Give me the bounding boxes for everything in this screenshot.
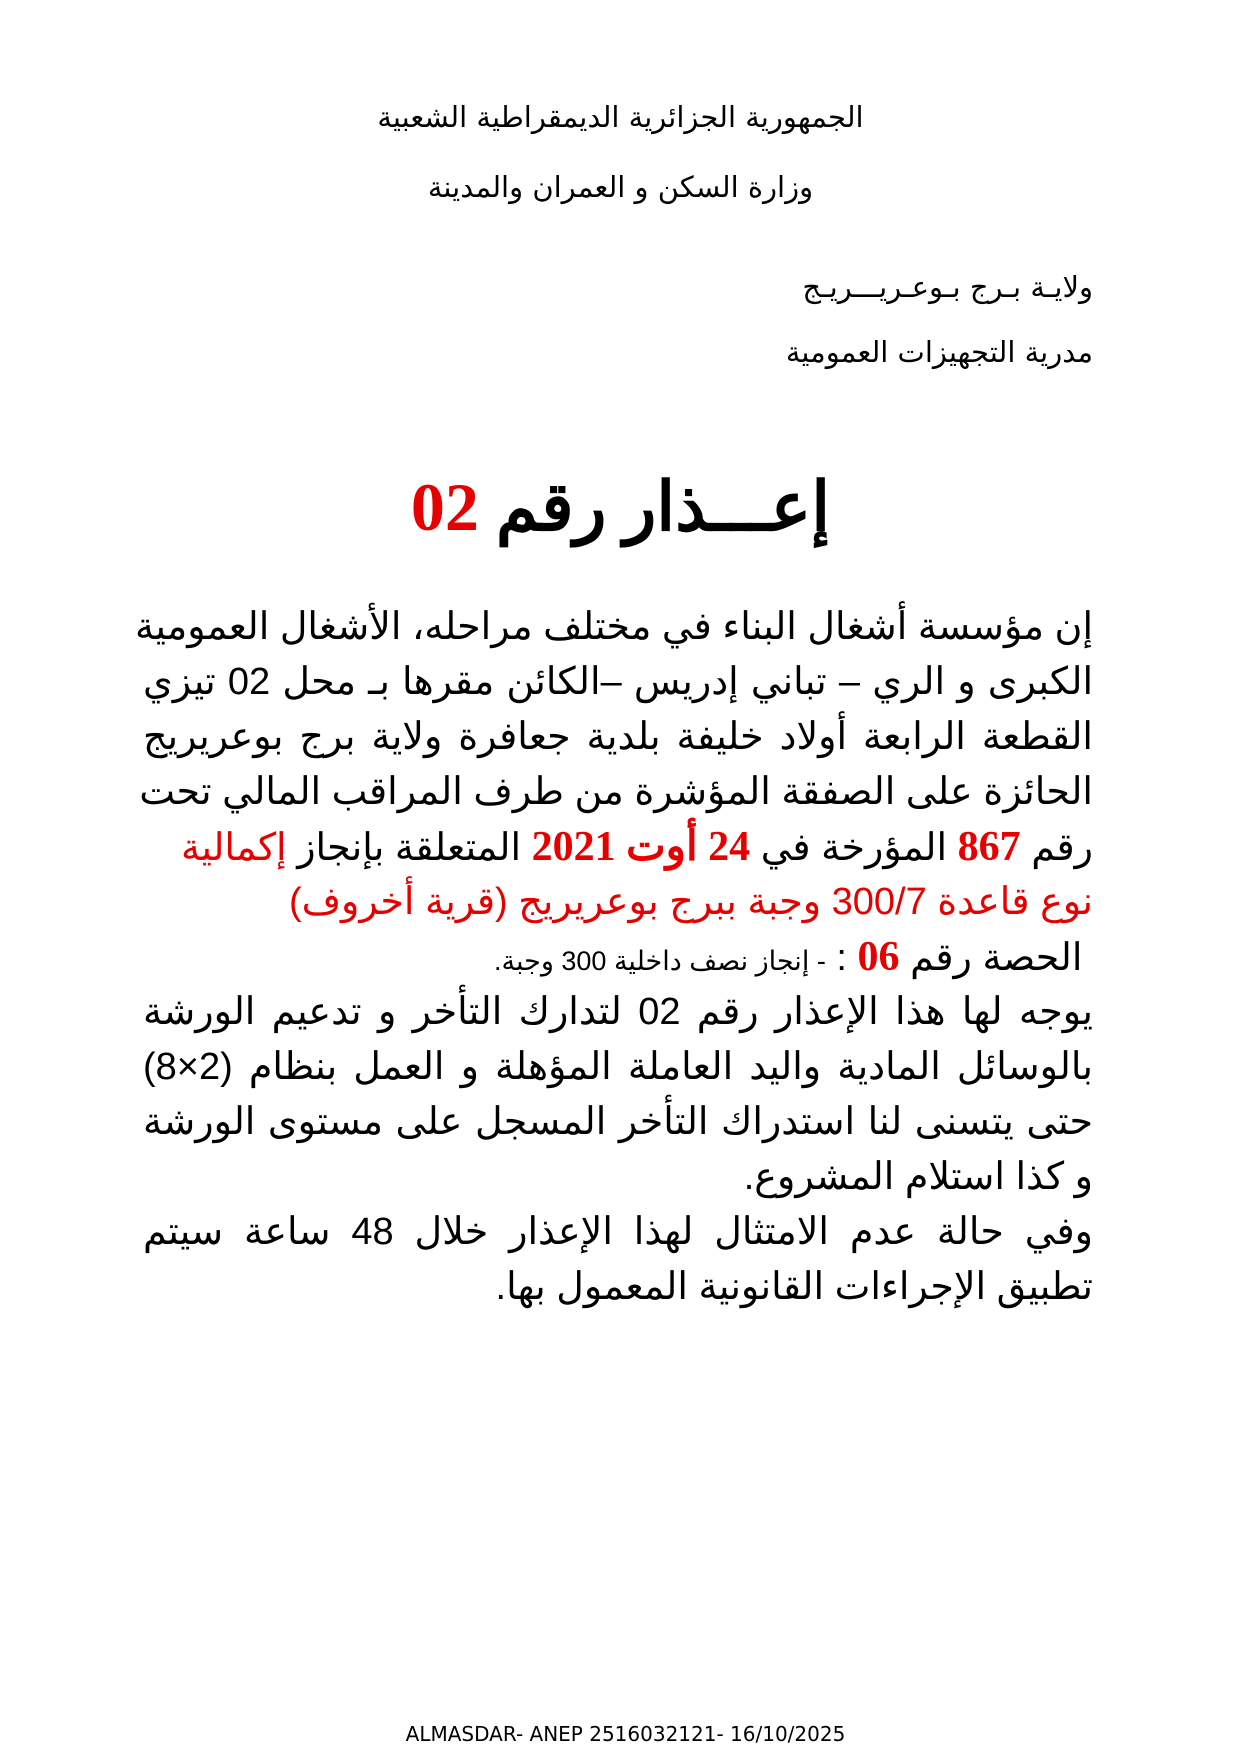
project-description: نوع قاعدة 300/7 وجبة ببرج بوعريريج (قرية أخروف)	[288, 881, 1093, 923]
lot-prefix: الحصة رقم	[910, 937, 1083, 979]
body-line-lot	[143, 930, 1093, 985]
related-label: المتعلقة بإنجاز	[297, 827, 522, 869]
publication-footer: ALMASDAR- ANEP 2516032121- 16/10/2025	[405, 1722, 846, 1746]
body-line: الكبرى و الري – تباني إدريس –الكائن مقرها بـ محل 02 تيزي	[143, 661, 1094, 703]
notice-body	[135, 600, 1094, 1315]
title-number: 02	[410, 469, 479, 545]
body-line: إن مؤسسة أشغال البناء في مختلف مراحله، الأشغال العمومية	[135, 606, 1093, 648]
body-line: و كذا استلام المشروع.	[743, 1156, 1093, 1198]
body-line: حتى يتسنى لنا استدراك التأخر المسجل على مستوى الورشة	[143, 1101, 1093, 1143]
lot-colon: :	[836, 937, 847, 979]
body-line: تطبيق الإجراءات القانونية المعمول بها.	[495, 1266, 1093, 1308]
deal-number: 867	[957, 824, 1021, 870]
lot-description: - إنجاز نصف داخلية 300 وجبة.	[494, 946, 826, 976]
body-line: القطعة الرابعة أولاد خليفة بلدية جعافرة ولاية برج بوعريريج	[143, 716, 1093, 758]
body-line: وفي حالة عدم الامتثال لهذا الإعذار خلال 48 ساعة سيتم	[143, 1211, 1093, 1253]
body-line-deal	[143, 820, 1093, 875]
lot-number: 06	[857, 934, 900, 980]
deal-prefix: رقم	[1031, 827, 1093, 869]
body-line: الحائزة على الصفقة المؤشرة من طرف المراقب المالي تحت	[139, 771, 1093, 813]
dated-label: المؤرخة في	[760, 827, 948, 869]
body-line: يوجه لها هذا الإعذار رقم 02 لتدارك التأخر و تدعيم الورشة	[143, 991, 1094, 1033]
body-line: بالوسائل المادية واليد العاملة المؤهلة و العمل بنظام (2×8)	[143, 1046, 1093, 1088]
title-label: إعـــذار رقم	[495, 469, 831, 545]
deal-date-year: 2021	[531, 824, 616, 870]
project-type: إكمالية	[181, 827, 287, 869]
republic-heading: الجمهورية الجزائرية الديمقراطية الشعبية	[377, 100, 864, 134]
directorate-heading: مدرية التجهيزات العمومية	[785, 335, 1093, 369]
deal-date-day-month: 24 أوت	[626, 824, 751, 870]
ministry-heading: وزارة السكن و العمران والمدينة	[427, 170, 814, 204]
wilaya-heading: ولايـة بـرج بـوعـريـــريـج	[802, 270, 1093, 304]
notice-title	[0, 468, 1241, 547]
